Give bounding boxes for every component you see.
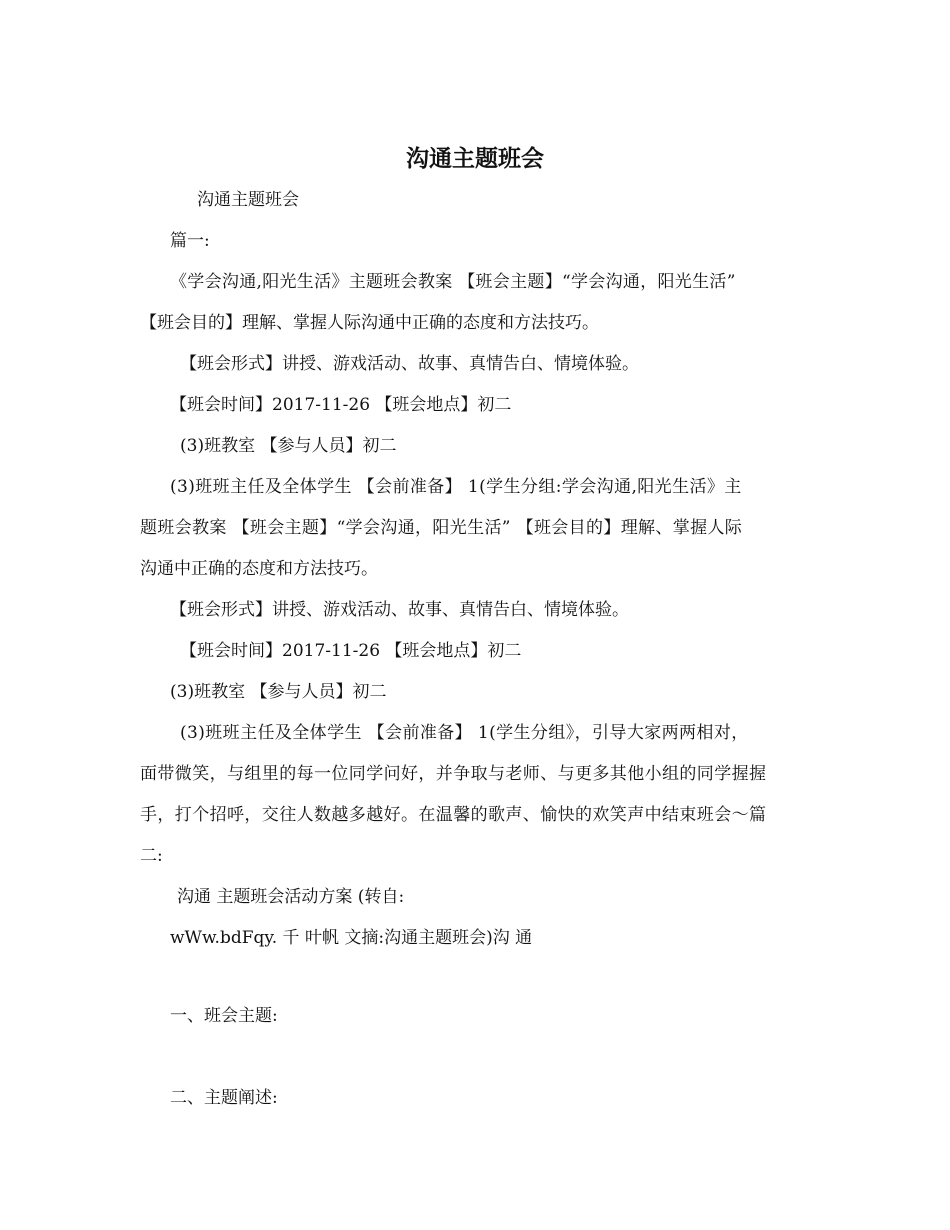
paragraph-line: 【班会时间】2017-11-26 【班会地点】初二 <box>170 395 512 415</box>
paragraph-line: 二: <box>140 846 163 866</box>
paragraph-line: (3)班教室 【参与人员】初二 <box>180 436 397 456</box>
paragraph-line: 面带微笑，与组里的每一位同学问好，并争取与老师、与更多其他小组的同学握握 <box>140 764 767 784</box>
heading-line: 一、班会主题: <box>170 1006 278 1026</box>
paragraph-line: 【班会形式】讲授、游戏活动、故事、真情告白、情境体验。 <box>170 600 629 620</box>
section-label: 篇一: <box>170 231 210 251</box>
paragraph-line: 【班会形式】讲授、游戏活动、故事、真情告白、情境体验。 <box>180 354 639 374</box>
document-title: 沟通主题班会 <box>406 145 544 172</box>
heading-line: 二、主题阐述: <box>170 1088 278 1108</box>
paragraph-line: 题班会教案 【班会主题】“学会沟通，阳光生活” 【班会目的】理解、掌握人际 <box>140 518 743 538</box>
paragraph-line: (3)班教室 【参与人员】初二 <box>170 682 387 702</box>
paragraph-line: 沟通中正确的态度和方法技巧。 <box>140 559 378 579</box>
paragraph-line: 沟通 主题班会活动方案 (转自: <box>177 887 405 907</box>
paragraph-line: 【班会目的】理解、掌握人际沟通中正确的态度和方法技巧。 <box>140 313 599 333</box>
paragraph-line: 【班会时间】2017-11-26 【班会地点】初二 <box>180 641 522 661</box>
paragraph-line: (3)班班主任及全体学生 【会前准备】 1(学生分组》，引导大家两两相对， <box>180 723 749 743</box>
paragraph-line: 手，打个招呼，交往人数越多越好。在温馨的歌声、愉快的欢笑声中结束班会～篇 <box>140 805 767 825</box>
paragraph-line: wWw.bdFqy. 千 叶帆 文摘:沟通主题班会)沟 通 <box>170 928 533 948</box>
paragraph-line: (3)班班主任及全体学生 【会前准备】 1(学生分组:学会沟通,阳光生活》主 <box>170 477 742 497</box>
subtitle-line: 沟通主题班会 <box>197 190 299 210</box>
paragraph-line: 《学会沟通,阳光生活》主题班会教案 【班会主题】“学会沟通，阳光生活” <box>170 272 736 292</box>
